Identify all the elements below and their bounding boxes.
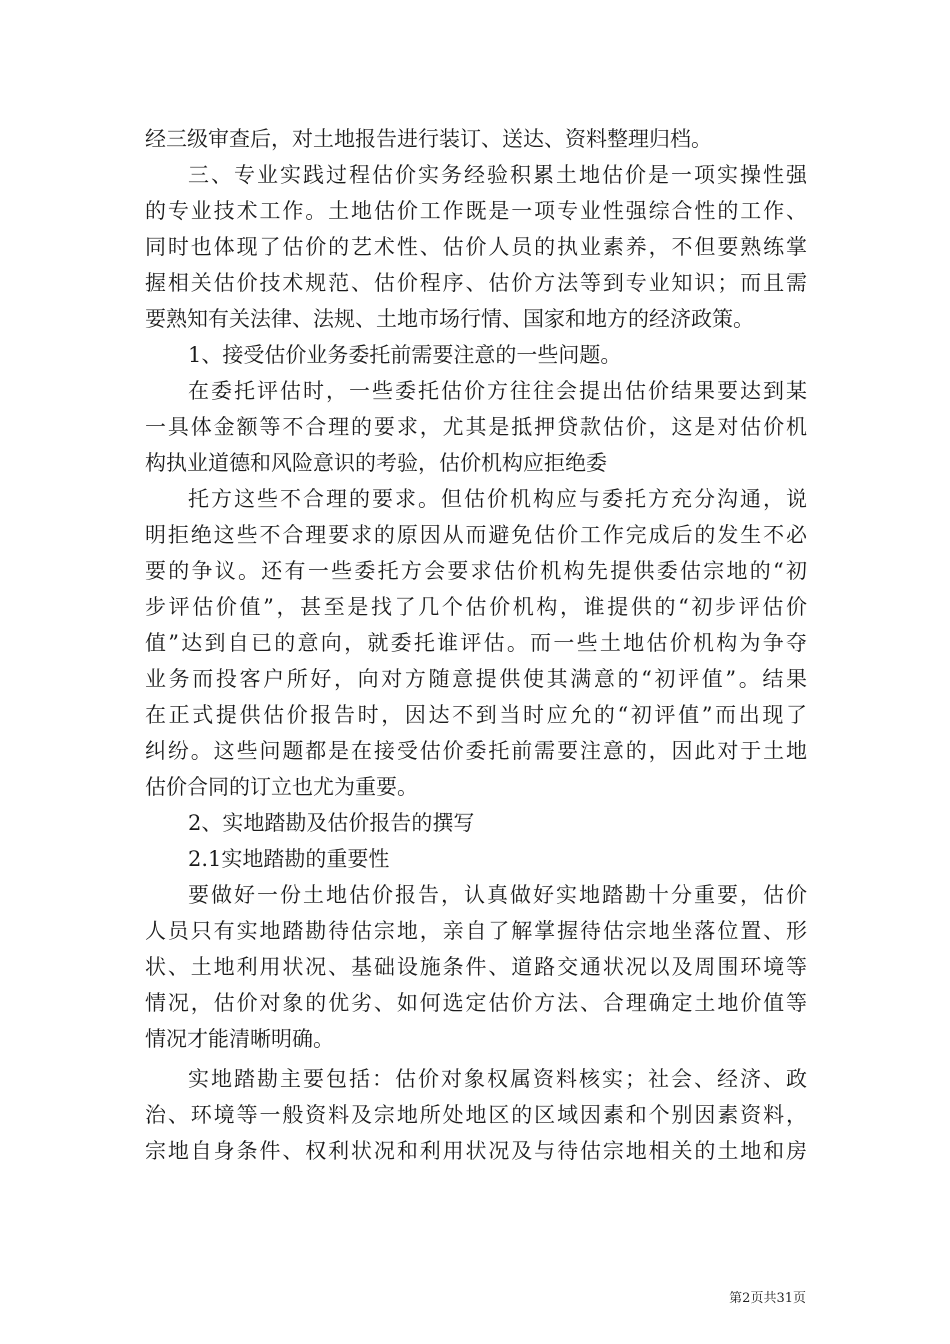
text-line: 步评估价值”，甚至是找了几个估价机构，谁提供的“初步评估价 [145,595,807,619]
page-number-footer: 第2页共31页 [729,1291,806,1306]
text-line: 宗地自身条件、权利状况和利用状况及与待估宗地相关的土地和房 [145,1139,807,1163]
text-line: 要熟知有关法律、法规、土地市场行情、国家和地方的经济政策。 [145,307,754,331]
text-line: 实地踏勘主要包括：估价对象权属资料核实；社会、经济、政 [188,1067,807,1091]
subsection-heading: 2.1实地踏勘的重要性 [188,847,390,871]
body-text [145,121,807,1169]
text-line: 构执业道德和风险意识的考验，估价机构应拒绝委 [145,451,607,475]
text-line: 明拒绝这些不合理要求的原因从而避免估价工作完成后的发生不必 [145,523,807,547]
text-line: 情况才能清晰明确。 [145,1027,334,1051]
text-line: 估价合同的订立也尤为重要。 [145,775,418,799]
text-line: 三、专业实践过程估价实务经验积累土地估价是一项实操性强 [188,163,807,187]
text-line: 纠纷。这些问题都是在接受估价委托前需要注意的，因此对于土地 [145,739,807,763]
text-line: 托方这些不合理的要求。但估价机构应与委托方充分沟通，说 [188,487,807,511]
text-line: 在正式提供估价报告时，因达不到当时应允的“初评值”而出现了 [145,703,807,727]
text-line: 状、土地利用状况、基础设施条件、道路交通状况以及周围环境等 [145,955,807,979]
text-line: 握相关估价技术规范、估价程序、估价方法等到专业知识；而且需 [145,271,807,295]
text-line: 1、接受估价业务委托前需要注意的一些问题。 [188,343,622,367]
text-line: 在委托评估时，一些委托估价方往往会提出估价结果要达到某 [188,379,807,403]
text-line: 要的争议。还有一些委托方会要求估价机构先提供委估宗地的“初 [145,559,807,583]
text-line: 情况，估价对象的优劣、如何选定估价方法、合理确定土地价值等 [145,991,807,1015]
text-line: 人员只有实地踏勘待估宗地，亲自了解掌握待估宗地坐落位置、形 [145,919,807,943]
text-line: 同时也体现了估价的艺术性、估价人员的执业素养，不但要熟练掌 [145,235,807,259]
text-line: 治、环境等一般资料及宗地所处地区的区域因素和个别因素资料， [145,1103,807,1127]
section-heading: 2、实地踏勘及估价报告的撰写 [188,811,475,835]
text-line: 要做好一份土地估价报告，认真做好实地踏勘十分重要，估价 [188,883,807,907]
text-line: 经三级审查后，对土地报告进行装订、送达、资料整理归档。 [145,127,712,151]
text-line: 业务而投客户所好，向对方随意提供使其满意的“初评值”。结果 [145,667,807,691]
text-line: 的专业技术工作。土地估价工作既是一项专业性强综合性的工作、 [145,199,807,223]
text-line: 值”达到自已的意向，就委托谁评估。而一些土地估价机构为争夺 [145,631,807,655]
text-line: 一具体金额等不合理的要求，尤其是抵押贷款估价，这是对估价机 [145,415,807,439]
